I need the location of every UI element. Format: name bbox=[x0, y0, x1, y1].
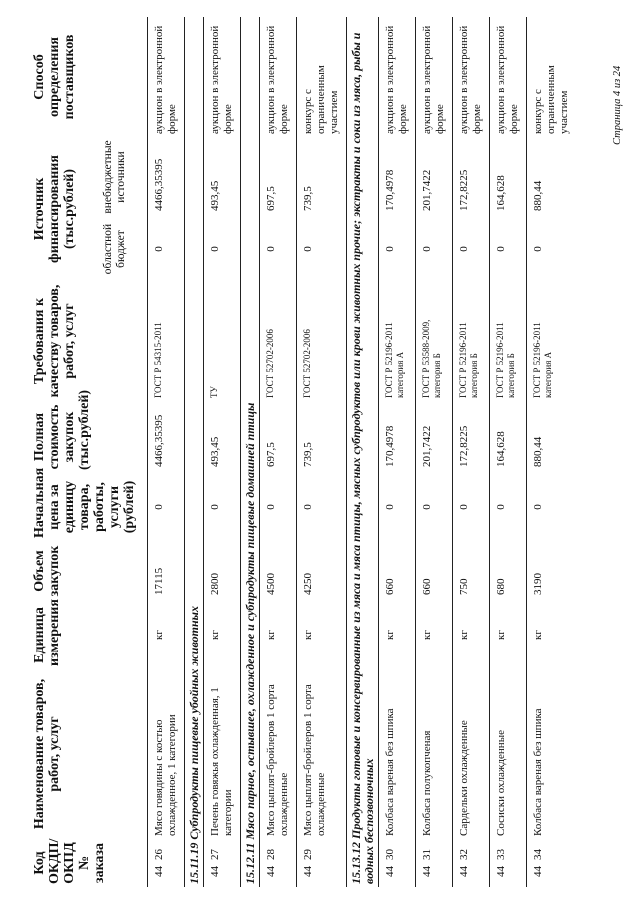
regional-cell: 0 bbox=[260, 217, 297, 281]
extra-cell: 739,5 bbox=[297, 137, 347, 217]
quality-cell: ГОСТ Р 52196-2011 категория Б bbox=[490, 281, 527, 401]
name-cell: Мясо говядины с костью охлажденное, 1 категории bbox=[148, 669, 185, 839]
volume-cell: 660 bbox=[379, 541, 416, 601]
header-volume: Объем закупок bbox=[32, 545, 62, 597]
total-cell: 172,8225 bbox=[453, 401, 490, 473]
code-prefix: 44 bbox=[153, 866, 165, 877]
code-cell bbox=[453, 839, 490, 887]
code-prefix: 44 bbox=[532, 866, 544, 877]
quality-cell: ГОСТ 52702-2006 bbox=[297, 281, 347, 401]
code-prefix: 44 bbox=[209, 866, 221, 877]
price-cell: 0 bbox=[527, 473, 577, 541]
code-prefix: 44 bbox=[421, 866, 433, 877]
table-row bbox=[527, 17, 577, 887]
header-quality: Требования к качеству товаров, работ, услуг bbox=[32, 284, 77, 398]
table-row bbox=[453, 17, 490, 887]
order-number: 28 bbox=[265, 849, 277, 860]
code-cell bbox=[260, 839, 297, 887]
order-number: 27 bbox=[209, 849, 221, 860]
volume-cell: 17115 bbox=[148, 541, 185, 601]
method-cell: конкурс с ограниченным участием bbox=[297, 17, 347, 137]
table-row bbox=[379, 17, 416, 887]
page-number: Страница 4 из 24 bbox=[612, 65, 623, 145]
total-cell: 697,5 bbox=[260, 401, 297, 473]
code-cell bbox=[148, 839, 185, 887]
unit-cell: кг bbox=[416, 601, 453, 669]
code-cell bbox=[297, 839, 347, 887]
name-cell: Колбаса полукопченая bbox=[416, 669, 453, 839]
name-cell: Сосиски охлажденные bbox=[490, 669, 527, 839]
header-method: Способ определения поставщиков bbox=[32, 34, 77, 120]
code-prefix: 44 bbox=[265, 866, 277, 877]
unit-cell: кг bbox=[148, 601, 185, 669]
quality-cell: ТУ bbox=[204, 281, 241, 401]
header-funding-regional: областной бюджет bbox=[101, 223, 127, 275]
total-cell: 739,5 bbox=[297, 401, 347, 473]
code-prefix: 44 bbox=[384, 866, 396, 877]
code-cell bbox=[379, 839, 416, 887]
header-funding: Источник финансирования (тыс.рублей) bbox=[32, 155, 77, 263]
method-cell: аукцион в электронной форме bbox=[379, 17, 416, 137]
volume-cell: 2800 bbox=[204, 541, 241, 601]
volume-cell: 4250 bbox=[297, 541, 347, 601]
extra-cell: 493,45 bbox=[204, 137, 241, 217]
total-cell: 4466,35395 bbox=[148, 401, 185, 473]
extra-cell: 170,4978 bbox=[379, 137, 416, 217]
table-body bbox=[148, 17, 577, 887]
code-cell bbox=[527, 839, 577, 887]
unit-cell: кг bbox=[490, 601, 527, 669]
total-cell: 493,45 bbox=[204, 401, 241, 473]
quality-cell: ГОСТ Р 52196-2011 категория А bbox=[527, 281, 577, 401]
table-row bbox=[148, 17, 185, 887]
name-cell: Колбаса вареная без шпика bbox=[379, 669, 416, 839]
header-unit: Единица измерения bbox=[32, 599, 62, 666]
extra-cell: 172,8225 bbox=[453, 137, 490, 217]
method-cell: аукцион в электронной форме bbox=[416, 17, 453, 137]
table-row bbox=[416, 17, 453, 887]
table-row bbox=[204, 17, 241, 887]
procurement-table bbox=[28, 17, 576, 887]
price-cell: 0 bbox=[379, 473, 416, 541]
section-row bbox=[241, 17, 260, 887]
method-cell: аукцион в электронной форме bbox=[260, 17, 297, 137]
name-cell: Сардельки охлажденные bbox=[453, 669, 490, 839]
order-number: 26 bbox=[153, 849, 165, 860]
method-cell: аукцион в электронной форме bbox=[490, 17, 527, 137]
regional-cell: 0 bbox=[416, 217, 453, 281]
total-cell: 164,628 bbox=[490, 401, 527, 473]
order-number: 29 bbox=[302, 849, 314, 860]
unit-cell: кг bbox=[527, 601, 577, 669]
table-row bbox=[260, 17, 297, 887]
price-cell: 0 bbox=[148, 473, 185, 541]
table-row bbox=[297, 17, 347, 887]
volume-cell: 3190 bbox=[527, 541, 577, 601]
method-cell: аукцион в электронной форме bbox=[453, 17, 490, 137]
volume-cell: 660 bbox=[416, 541, 453, 601]
order-number: 31 bbox=[421, 849, 433, 860]
order-number: 33 bbox=[495, 849, 507, 860]
code-prefix: 44 bbox=[495, 866, 507, 877]
name-cell: Мясо цыплят-бройлеров 1 сорта охлажденные bbox=[297, 669, 347, 839]
header-name: Наименование товаров, работ, услуг bbox=[32, 678, 62, 830]
table-row bbox=[490, 17, 527, 887]
regional-cell: 0 bbox=[490, 217, 527, 281]
quality-cell: ГОСТ Р 52196-2011 категория Б bbox=[453, 281, 490, 401]
header-total: Полная стоимость закупок (тыс.рублей) bbox=[32, 389, 92, 470]
order-number: 34 bbox=[532, 849, 544, 860]
extra-cell: 880,44 bbox=[527, 137, 577, 217]
price-cell: 0 bbox=[490, 473, 527, 541]
name-cell: Колбаса вареная без шпика bbox=[527, 669, 577, 839]
name-cell: Печень говяжья охлажденная, 1 категории bbox=[204, 669, 241, 839]
section-row bbox=[347, 17, 379, 887]
price-cell: 0 bbox=[453, 473, 490, 541]
header-unit-price: Начальная цена за единицу товара, работы, услуги (рублей) bbox=[32, 467, 137, 538]
method-cell: аукцион в электронной форме bbox=[204, 17, 241, 137]
regional-cell: 0 bbox=[148, 217, 185, 281]
method-cell: аукцион в электронной форме bbox=[148, 17, 185, 137]
code-prefix: 44 bbox=[302, 866, 314, 877]
quality-cell: ГОСТ Р 53588-2009, категория Б bbox=[416, 281, 453, 401]
regional-cell: 0 bbox=[297, 217, 347, 281]
total-cell: 880,44 bbox=[527, 401, 577, 473]
volume-cell: 680 bbox=[490, 541, 527, 601]
code-prefix: 44 bbox=[458, 866, 470, 877]
unit-cell: кг bbox=[204, 601, 241, 669]
quality-cell: ГОСТ 52702-2006 bbox=[260, 281, 297, 401]
quality-cell: ГОСТ Р 52196-2011 категория А bbox=[379, 281, 416, 401]
extra-cell: 4466,35395 bbox=[148, 137, 185, 217]
order-number: 30 bbox=[384, 849, 396, 860]
name-cell: Мясо цыплят-бройлеров 1 сорта охлажденные bbox=[260, 669, 297, 839]
total-cell: 170,4978 bbox=[379, 401, 416, 473]
quality-cell: ГОСТ Р 54315-2011 bbox=[148, 281, 185, 401]
regional-cell: 0 bbox=[527, 217, 577, 281]
unit-cell: кг bbox=[260, 601, 297, 669]
extra-cell: 164,628 bbox=[490, 137, 527, 217]
method-cell: конкурс с ограниченным участием bbox=[527, 17, 577, 137]
code-cell bbox=[204, 839, 241, 887]
unit-cell: кг bbox=[453, 601, 490, 669]
regional-cell: 0 bbox=[204, 217, 241, 281]
price-cell: 0 bbox=[297, 473, 347, 541]
price-cell: 0 bbox=[260, 473, 297, 541]
code-cell bbox=[490, 839, 527, 887]
price-cell: 0 bbox=[204, 473, 241, 541]
section-title: 15.13.12 Продукты готовые и консервированные из мяса и мяса птицы, мясных субпродуктов или крови животных прочие; экстракты и соки из мяса, рыбы и водных беспозвоночных bbox=[347, 17, 379, 887]
header-code: Код ОКДП/ ОКПД № заказа bbox=[32, 838, 107, 884]
section-title: 15.12.11 Мясо парное, остывшее, охлажденное и субпродукты пищевые домашней птицы bbox=[241, 17, 260, 887]
extra-cell: 697,5 bbox=[260, 137, 297, 217]
order-number: 32 bbox=[458, 849, 470, 860]
total-cell: 201,7422 bbox=[416, 401, 453, 473]
unit-cell: кг bbox=[379, 601, 416, 669]
section-title: 15.11.19 Субпродукты пищевые убойных животных bbox=[185, 17, 204, 887]
code-cell bbox=[416, 839, 453, 887]
header-funding-extra: внебюджетные источники bbox=[101, 140, 127, 214]
regional-cell: 0 bbox=[379, 217, 416, 281]
unit-cell: кг bbox=[297, 601, 347, 669]
price-cell: 0 bbox=[416, 473, 453, 541]
extra-cell: 201,7422 bbox=[416, 137, 453, 217]
volume-cell: 750 bbox=[453, 541, 490, 601]
volume-cell: 4500 bbox=[260, 541, 297, 601]
regional-cell: 0 bbox=[453, 217, 490, 281]
section-row bbox=[185, 17, 204, 887]
